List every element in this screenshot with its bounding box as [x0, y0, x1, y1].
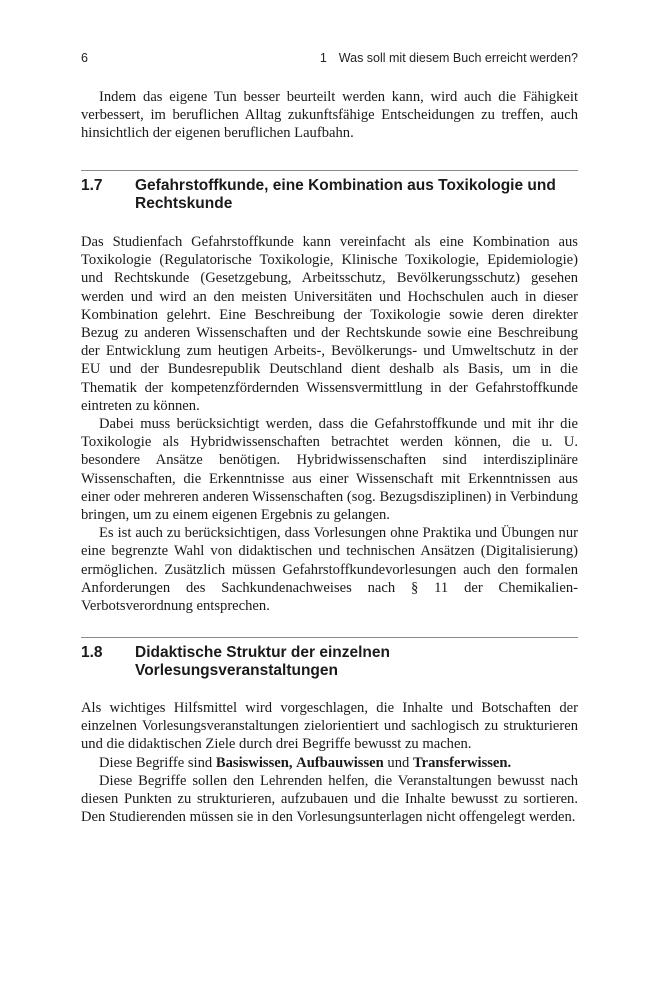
- paragraph: Als wichtiges Hilfsmittel wird vorgeschlagen, die Inhalte und Botschaften der einzelnen Vorlesungsveranstaltungen zielorientiert und sachlogisch zu strukturieren und die didaktischen Ziele durch drei Begriffe bewusst zu machen.: [81, 700, 578, 753]
- section-number: 1.7: [81, 177, 103, 194]
- section-number: 1.8: [81, 644, 103, 661]
- section-title: Gefahrstoffkunde, eine Kombination aus Toxikologie und Rechtskunde: [135, 177, 556, 212]
- term-aufbauwissen: Aufbauwissen: [296, 754, 384, 771]
- chapter-title: Was soll mit diesem Buch erreicht werden?: [338, 51, 578, 65]
- paragraph: Das Studienfach Gefahrstoffkunde kann vereinfacht als eine Kombination aus Toxikologie (Regulatorische Toxikologie, Klinische Toxikologie, Epidemiologie) und Rechtskunde (Gesetzgebung, Arbeitsschutz, Bevölkerungsschutz) gesehen werden und wird an den meisten Universitäten und Hochschulen auch in dieser Kombination gelehrt. Eine Beschreibung der Toxikologie sowie deren direkter Bezug zu anderen Wissenschaften und der Rechtskunde sowie eine Beschreibung der Entwicklung zum heutigen Arbeits-, Bevölkerungs- und Umweltschutz in der EU und der Bundesrepublik Deutschland dient deshalb als Basis, um in die Thematik der kompetenzfördernden Wissensvermittlung in der Gefahrstoffkunde eintreten zu können.: [81, 234, 578, 414]
- term-basiswissen: Basiswissen,: [215, 754, 293, 771]
- chapter-heading: [320, 51, 578, 65]
- paragraph: Es ist auch zu berücksichtigen, dass Vorlesungen ohne Praktika und Übungen nur eine begrenzte Wahl von didaktischen und technischen Ansätzen (Digitalisierung) ermöglichen. Zusätzlich müssen Gefahrstoffkundevorlesungen auch den formalen Anforderungen des Sachkundenachweises nach § 11 der Chemikalien-Verbotsverordnung entsprechen.: [81, 525, 578, 615]
- intro-paragraph: Indem das eigene Tun besser beurteilt werden kann, wird auch die Fähigkeit verbessert, im beruflichen Alltag zukunftsfähige Entscheidungen zu treffen, auch hinsichtlich der eigenen beruflichen Laufbahn.: [81, 89, 578, 142]
- section-divider: [81, 170, 578, 171]
- running-head: [81, 51, 578, 67]
- paragraph: Diese Begriffe sollen den Lehrenden helfen, die Veranstaltungen bewusst nach diesen Punkten zu strukturieren, aufzubauen und die Inhalte bewusst zu sortieren. Den Studierenden müssen sie in den Vorlesungsunterlagen nicht offengelegt werden.: [81, 772, 578, 826]
- section-divider: [81, 637, 578, 638]
- paragraph-key-terms: Diese Begriffe sind Basiswissen, Aufbauwissen und Transferwissen.: [99, 754, 512, 771]
- section-1-7-body: [81, 233, 578, 615]
- section-title: Didaktische Struktur der einzelnen Vorlesungsveranstaltungen: [135, 644, 390, 679]
- chapter-number: 1: [319, 51, 327, 65]
- paragraph: Dabei muss berücksichtigt werden, dass die Gefahrstoffkunde und mit ihr die Toxikologie als Hybridwissenschaften betrachtet werden können, die u. U. besondere Ansätze benötigen. Hybridwissenschaften sind interdisziplinäre Wissenschaften, die Erkenntnisse aus einer Wissenschaft mit Erkenntnissen aus einer oder mehreren anderen Wissenschaften (sog. Bezugsdisziplinen) in Verbindung bringen, um zu einem eigenen Ergebnis zu gelangen.: [81, 416, 578, 524]
- section-1-8-body: [81, 699, 578, 826]
- intro-block: [81, 88, 578, 143]
- page-number: 6: [81, 51, 88, 65]
- term-transferwissen: Transferwissen.: [412, 754, 512, 771]
